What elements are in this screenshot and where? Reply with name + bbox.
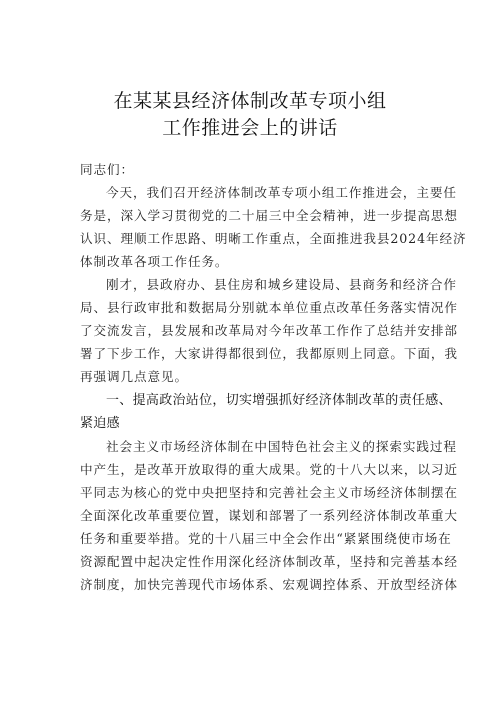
paragraph-3-line: 任务和重要举措。党的十八届三中全会作出“紧紧围绕使市场在: [80, 531, 452, 546]
paragraph-1-line: 务是，深入学习贯彻党的二十届三中全会精神，进一步提高思想: [80, 208, 458, 223]
paragraph-2-line: 再强调几点意见。: [80, 369, 188, 384]
paragraph-2-line: 署了下步工作，大家讲得都很到位，我都原则上同意。下面，我: [80, 346, 458, 361]
paragraph-3-line: 资源配置中起决定性作用深化经济体制改革，坚持和完善基本经: [80, 554, 458, 569]
section-heading-1: 一、提高政治站位，切实增强抓好经济体制改革的责任感、: [106, 393, 452, 408]
paragraph-3-line: 平同志为核心的党中央把坚持和完善社会主义市场经济体制摆在: [80, 485, 458, 500]
paragraph-2-line: 局、县行政审批和数据局分别就本单位重点改革任务落实情况作: [80, 300, 458, 315]
salutation: 同志们：: [80, 162, 134, 177]
section-heading-1-continued: 紧迫感: [80, 416, 120, 431]
document-title-line-2: 工作推进会上的讲话: [162, 117, 338, 139]
paragraph-1-line: 今天，我们召开经济体制改革专项小组工作推进会，主要任: [106, 185, 457, 200]
paragraph-2-line: 刚才，县政府办、县住房和城乡建设局、县商务和经济合作: [106, 277, 457, 292]
paragraph-3-line: 中产生，是改革开放取得的重大成果。党的十八大以来，以习近: [80, 462, 458, 477]
paragraph-2-line: 了交流发言，县发展和改革局对今年改革工作作了总结并安排部: [80, 323, 458, 338]
paragraph-3-line: 社会主义市场经济体制在中国特色社会主义的探索实践过程: [106, 439, 457, 454]
paragraph-1-line: 体制改革各项工作任务。: [80, 254, 229, 269]
paragraph-1-line: 认识、理顺工作思路、明晰工作重点，全面推进我县2024年经济: [80, 231, 467, 246]
paragraph-3-line: 济制度，加快完善现代市场体系、宏观调控体系、开放型经济体: [80, 577, 458, 592]
document-title-line-1: 在某某县经济体制改革专项小组: [113, 90, 387, 112]
paragraph-3-line: 全面深化改革重要位置，谋划和部署了一系列经济体制改革重大: [80, 508, 458, 523]
